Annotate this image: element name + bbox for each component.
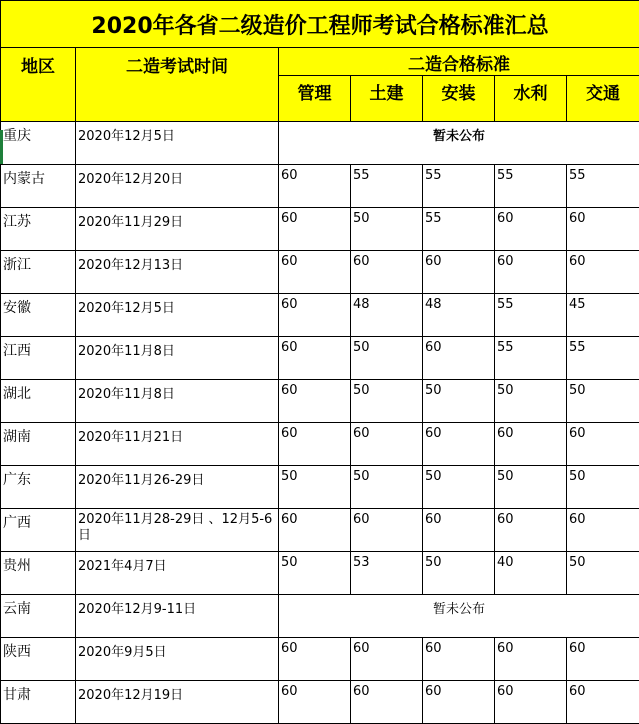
header-subject-water[interactable]: 水利 [495, 76, 567, 122]
date-cell[interactable]: 2020年11月28-29日 、12月5-6日 [76, 509, 279, 552]
score-cell[interactable]: 60 [495, 681, 567, 724]
score-cell[interactable]: 60 [423, 638, 495, 681]
table-row [1, 294, 639, 337]
score-cell[interactable]: 60 [351, 423, 423, 466]
score-cell[interactable]: 48 [423, 294, 495, 337]
score-cell[interactable]: 48 [351, 294, 423, 337]
date-cell[interactable]: 2020年12月5日 [76, 122, 279, 165]
score-cell[interactable]: 60 [279, 251, 351, 294]
region-cell[interactable]: 陕西 [1, 638, 76, 681]
date-cell[interactable]: 2020年12月9-11日 [76, 595, 279, 638]
score-cell[interactable]: 60 [279, 681, 351, 724]
score-cell[interactable]: 60 [351, 509, 423, 552]
table-row [1, 638, 639, 681]
notice-cell[interactable]: 暂未公布 [279, 122, 639, 165]
score-cell[interactable]: 60 [279, 638, 351, 681]
score-cell[interactable]: 60 [279, 423, 351, 466]
date-cell[interactable]: 2021年4月7日 [76, 552, 279, 595]
score-cell[interactable]: 60 [279, 380, 351, 423]
table-row [1, 337, 639, 380]
score-cell[interactable]: 50 [279, 466, 351, 509]
score-cell[interactable]: 55 [495, 165, 567, 208]
header-subject-installation[interactable]: 安装 [423, 76, 495, 122]
score-cell[interactable]: 60 [279, 294, 351, 337]
table-row [1, 509, 639, 552]
score-cell[interactable]: 50 [351, 466, 423, 509]
region-cell[interactable]: 江西 [1, 337, 76, 380]
table-row [1, 423, 639, 466]
region-cell[interactable]: 广西 [1, 509, 76, 552]
score-cell[interactable]: 50 [495, 380, 567, 423]
score-cell[interactable]: 60 [495, 251, 567, 294]
score-cell[interactable]: 60 [567, 423, 639, 466]
score-cell[interactable]: 60 [279, 509, 351, 552]
score-cell[interactable]: 50 [351, 380, 423, 423]
score-cell[interactable]: 50 [567, 552, 639, 595]
date-cell[interactable]: 2020年12月19日 [76, 681, 279, 724]
score-cell[interactable]: 60 [567, 681, 639, 724]
score-cell[interactable]: 55 [495, 337, 567, 380]
score-cell[interactable]: 55 [351, 165, 423, 208]
selection-edge-marker [0, 130, 3, 164]
score-cell[interactable]: 60 [279, 337, 351, 380]
score-cell[interactable]: 60 [423, 251, 495, 294]
score-cell[interactable]: 60 [567, 251, 639, 294]
score-cell[interactable]: 50 [279, 552, 351, 595]
header-subject-transport[interactable]: 交通 [567, 76, 639, 122]
score-cell[interactable]: 55 [423, 208, 495, 251]
region-cell[interactable]: 甘肃 [1, 681, 76, 724]
score-cell[interactable]: 60 [495, 423, 567, 466]
date-cell[interactable]: 2020年12月13日 [76, 251, 279, 294]
table-row [1, 122, 639, 165]
score-cell[interactable]: 50 [495, 466, 567, 509]
date-cell[interactable]: 2020年12月5日 [76, 294, 279, 337]
date-cell[interactable]: 2020年11月21日 [76, 423, 279, 466]
region-cell[interactable]: 内蒙古 [1, 165, 76, 208]
score-cell[interactable]: 55 [423, 165, 495, 208]
header-subject-civil[interactable]: 土建 [351, 76, 423, 122]
region-cell[interactable]: 浙江 [1, 251, 76, 294]
date-cell[interactable]: 2020年11月26-29日 [76, 466, 279, 509]
region-cell[interactable]: 贵州 [1, 552, 76, 595]
score-cell[interactable]: 50 [423, 466, 495, 509]
date-cell[interactable]: 2020年11月8日 [76, 380, 279, 423]
table-title[interactable]: 2020年各省二级造价工程师考试合格标准汇总 [1, 1, 639, 48]
notice-cell[interactable]: 暂未公布 [279, 595, 639, 638]
table-row [1, 595, 639, 638]
score-cell[interactable]: 60 [423, 509, 495, 552]
score-cell[interactable]: 53 [351, 552, 423, 595]
score-cell[interactable]: 60 [423, 337, 495, 380]
score-cell[interactable]: 60 [495, 509, 567, 552]
region-cell[interactable]: 湖南 [1, 423, 76, 466]
score-cell[interactable]: 60 [495, 638, 567, 681]
score-cell[interactable]: 60 [567, 509, 639, 552]
score-cell[interactable]: 50 [351, 337, 423, 380]
score-cell[interactable]: 60 [279, 165, 351, 208]
table-row [1, 681, 639, 724]
score-cell[interactable]: 60 [351, 251, 423, 294]
table-row [1, 251, 639, 294]
table-row [1, 466, 639, 509]
score-cell[interactable]: 60 [495, 208, 567, 251]
date-cell[interactable]: 2020年11月8日 [76, 337, 279, 380]
header-region[interactable]: 地区 [1, 48, 76, 122]
region-cell[interactable]: 湖北 [1, 380, 76, 423]
score-cell[interactable]: 50 [567, 466, 639, 509]
score-cell[interactable]: 60 [351, 638, 423, 681]
score-cell[interactable]: 60 [423, 423, 495, 466]
table-row [1, 380, 639, 423]
region-cell[interactable]: 江苏 [1, 208, 76, 251]
score-cell[interactable]: 55 [567, 165, 639, 208]
score-cell[interactable]: 60 [351, 681, 423, 724]
score-cell[interactable]: 60 [423, 681, 495, 724]
table-row [1, 552, 639, 595]
score-cell[interactable]: 60 [567, 638, 639, 681]
date-cell[interactable]: 2020年11月29日 [76, 208, 279, 251]
score-cell[interactable]: 60 [567, 208, 639, 251]
score-cell[interactable]: 40 [495, 552, 567, 595]
score-cell[interactable]: 60 [279, 208, 351, 251]
date-cell[interactable]: 2020年12月20日 [76, 165, 279, 208]
score-cell[interactable]: 50 [567, 380, 639, 423]
region-cell[interactable]: 重庆 [1, 122, 76, 165]
header-subject-management[interactable]: 管理 [279, 76, 351, 122]
table-row [1, 165, 639, 208]
score-cell[interactable]: 55 [567, 337, 639, 380]
header-exam-time[interactable]: 二造考试时间 [76, 48, 279, 122]
region-cell[interactable]: 广东 [1, 466, 76, 509]
table-row [1, 208, 639, 251]
score-cell[interactable]: 50 [351, 208, 423, 251]
header-standard[interactable]: 二造合格标准 [279, 48, 639, 76]
date-cell[interactable]: 2020年9月5日 [76, 638, 279, 681]
region-cell[interactable]: 安徽 [1, 294, 76, 337]
score-cell[interactable]: 55 [495, 294, 567, 337]
score-cell[interactable]: 45 [567, 294, 639, 337]
region-cell[interactable]: 云南 [1, 595, 76, 638]
score-cell[interactable]: 50 [423, 552, 495, 595]
score-cell[interactable]: 50 [423, 380, 495, 423]
